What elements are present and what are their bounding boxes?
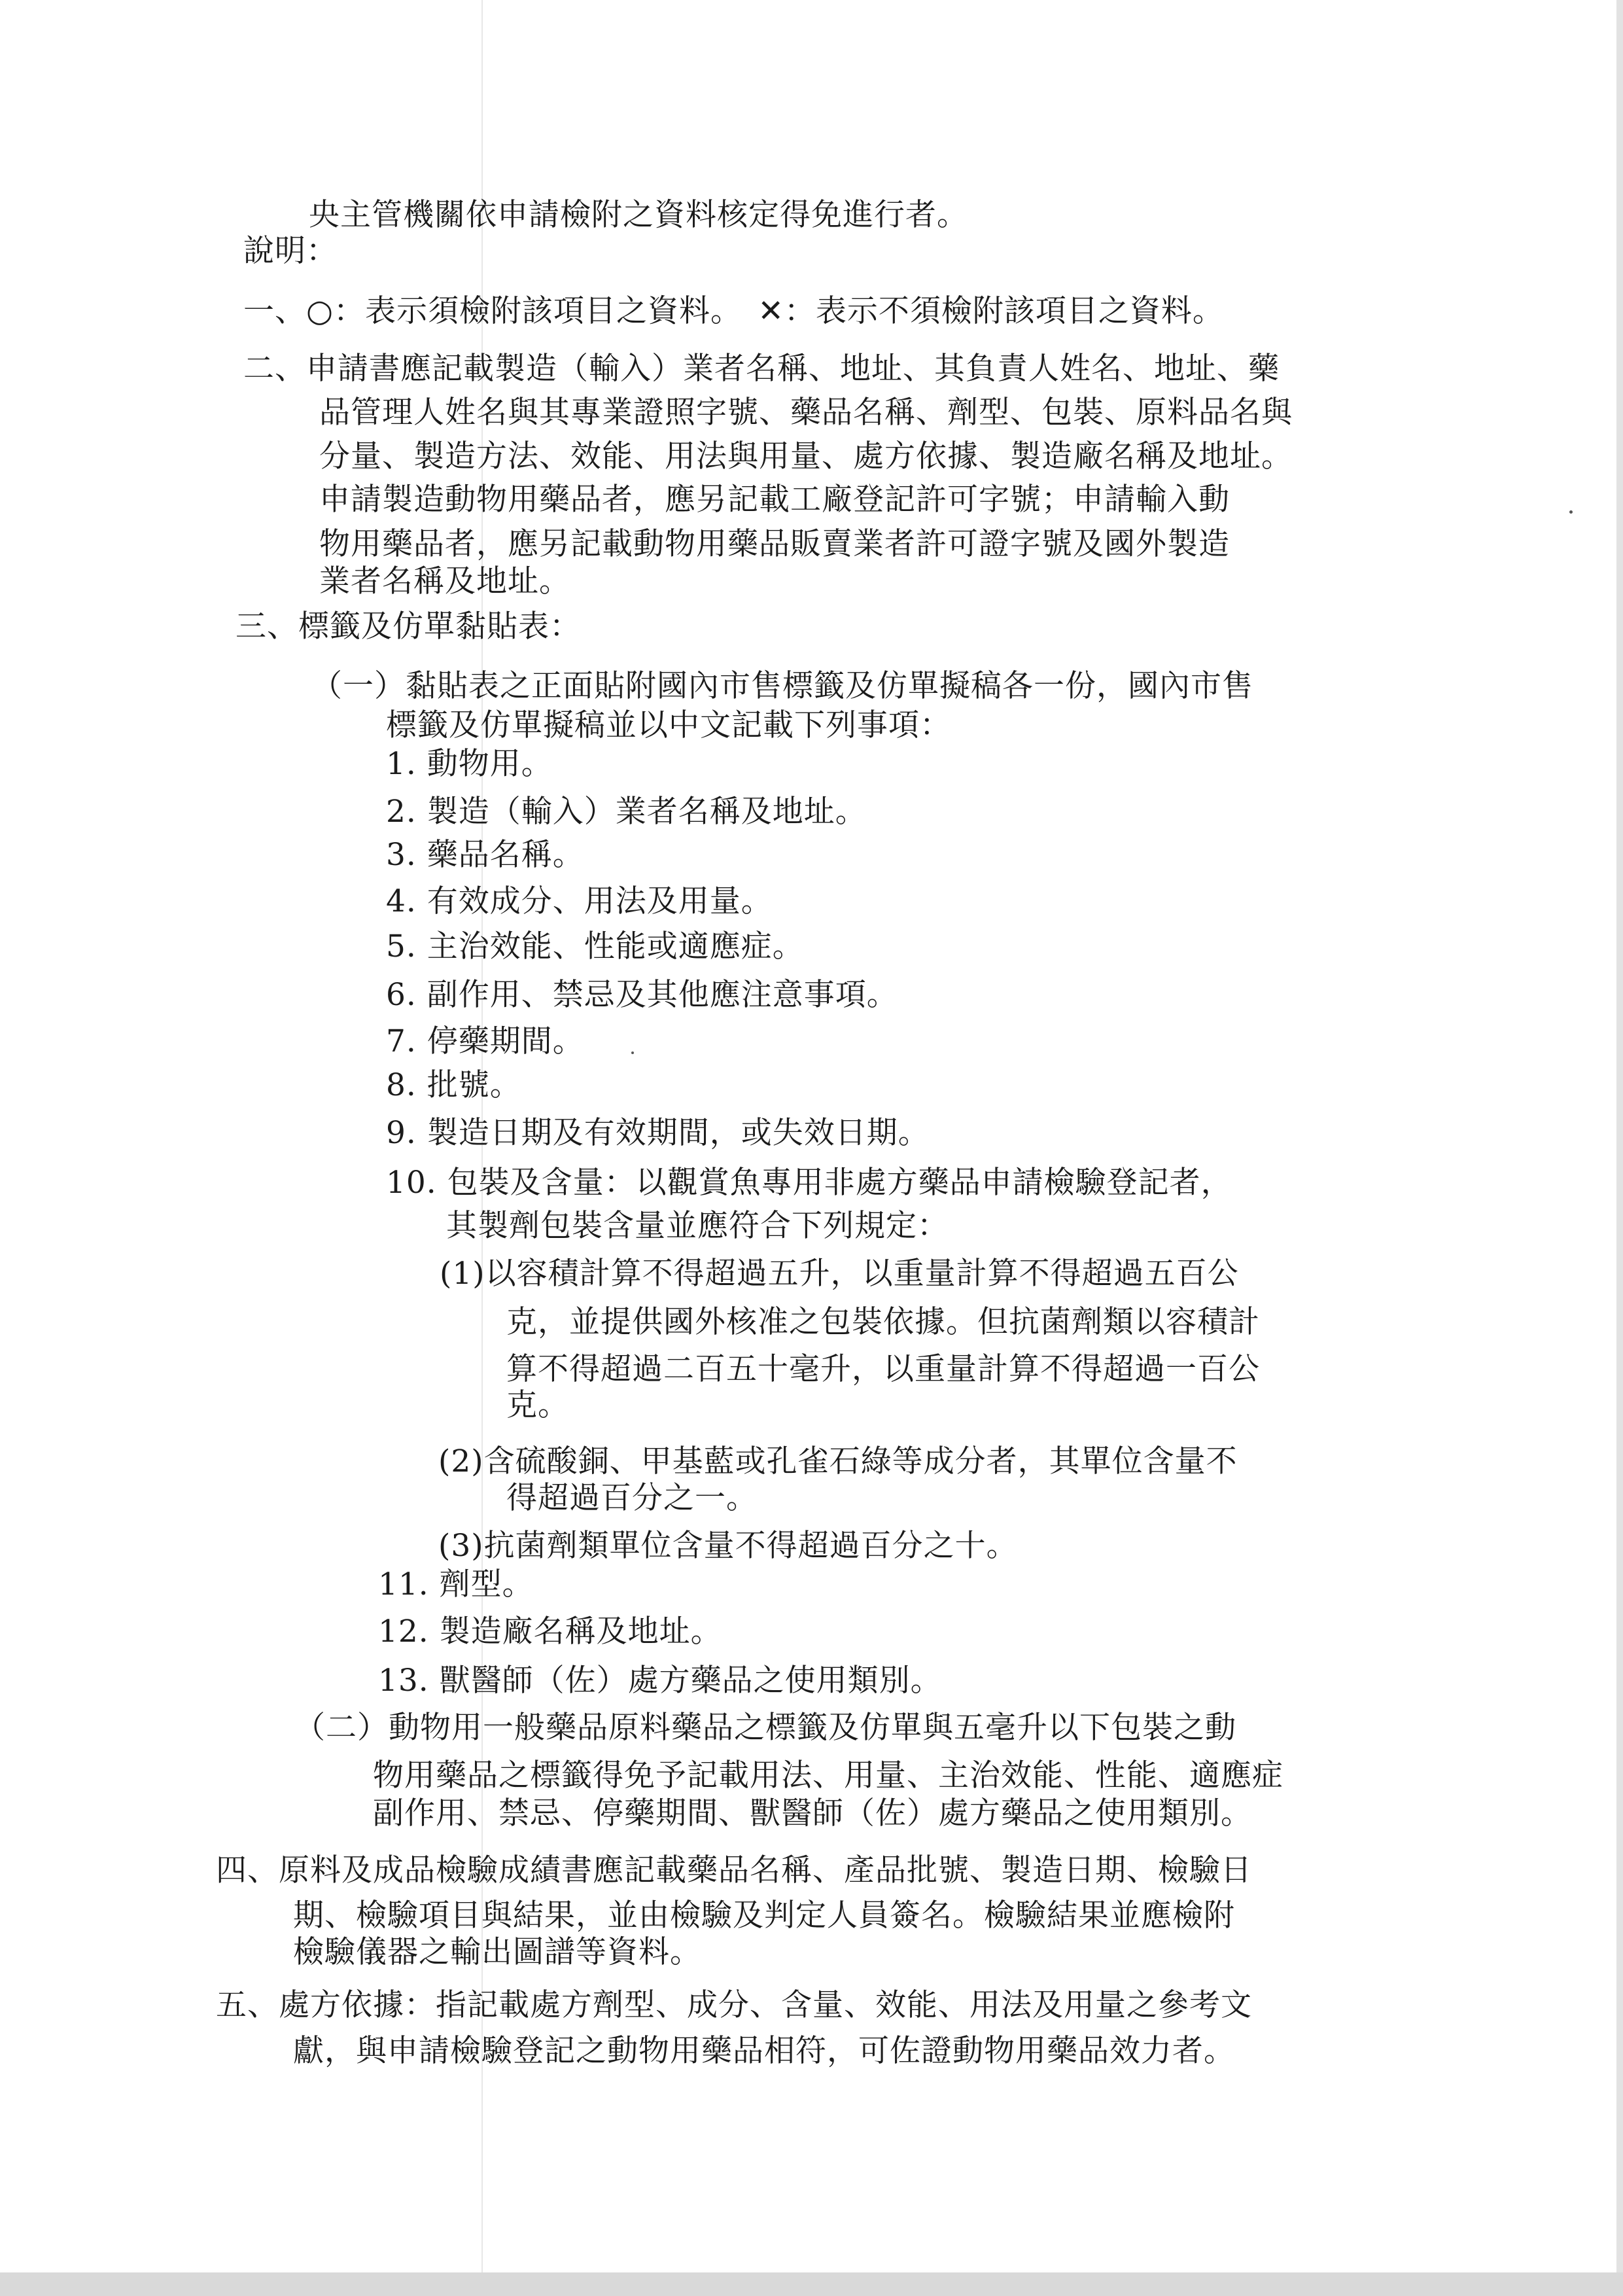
text-line: 央主管機關依申請檢附之資料核定得免進行者。 [309,197,968,233]
sub-rule-2: (2)含硫酸銅、甲基藍或孔雀石綠等成分者，其單位含量不 [438,1443,1238,1479]
item-3-sub-2-cont: 副作用、禁忌、停藥期間、獸醫師（佐）處方藥品之使用類別。 [373,1795,1252,1831]
item-2-cont: 業者名稱及地址。 [319,563,570,599]
scan-speck [1569,510,1573,514]
sub-rule-1-cont: 克。 [506,1387,569,1423]
item-3-sub-2: （二）動物用一般藥品原料藥品之標籤及仿單與五毫升以下包裝之動 [294,1710,1236,1746]
list-item: 10. 包裝及含量：以觀賞魚專用非處方藥品申請檢驗登記者， [386,1165,1232,1201]
sub-rule-2-cont: 得超過百分之一。 [506,1480,758,1516]
item-2-cont: 申請製造動物用藥品者，應另記載工廠登記許可字號；申請輸入動 [319,482,1230,518]
item-2: 二、申請書應記載製造（輸入）業者名稱、地址、其負責人姓名、地址、藥 [243,351,1280,387]
item-4-cont: 檢驗儀器之輸出圖譜等資料。 [293,1934,701,1970]
sub-rule-1: (1)以容積計算不得超過五升，以重量計算不得超過五百公 [440,1256,1239,1292]
sub-rule-1-cont: 克，並提供國外核准之包裝依據。但抗菌劑類以容積計 [506,1304,1260,1340]
list-item: 8. 批號。 [386,1067,521,1103]
list-item: 11. 劑型。 [378,1566,534,1602]
list-item: 12. 製造廠名稱及地址。 [378,1614,722,1650]
item-4-cont: 期、檢驗項目與結果，並由檢驗及判定人員簽名。檢驗結果並應檢附 [293,1898,1235,1934]
item-5-cont: 獻，與申請檢驗登記之動物用藥品相符，可佐證動物用藥品效力者。 [293,2033,1235,2069]
item-3: 三、標籤及仿單黏貼表： [236,609,581,645]
item-5: 五、處方依據：指記載處方劑型、成分、含量、效能、用法及用量之參考文 [216,1987,1252,2023]
list-item: 4. 有效成分、用法及用量。 [386,883,773,919]
list-item: 1. 動物用。 [386,746,553,782]
item-3-sub-1: （一）黏貼表之正面貼附國內市售標籤及仿單擬稿各一份，國內市售 [311,668,1253,704]
scan-edge-right [1616,0,1623,2296]
scan-speck [631,1051,634,1054]
item-4: 四、原料及成品檢驗成績書應記載藥品名稱、產品批號、製造日期、檢驗日 [216,1852,1252,1888]
sub-rule-1-cont: 算不得超過二百五十毫升，以重量計算不得超過一百公 [506,1351,1260,1387]
scan-edge-bottom [0,2272,1623,2296]
list-item: 6. 副作用、禁忌及其他應注意事項。 [386,977,898,1013]
item-3-sub-1-cont: 標籤及仿單擬稿並以中文記載下列事項： [386,707,951,743]
item-3-sub-2-cont: 物用藥品之標籤得免予記載用法、用量、主治效能、性能、適應症 [373,1757,1283,1793]
list-item: 5. 主治效能、性能或適應症。 [386,928,804,964]
item-2-cont: 分量、製造方法、效能、用法與用量、處方依據、製造廠名稱及地址。 [319,438,1293,474]
list-item: 3. 藥品名稱。 [386,837,584,873]
list-item: 7. 停藥期間。 [386,1023,584,1059]
section-label-explanation: 說明： [243,233,338,269]
item-2-cont: 物用藥品者，應另記載動物用藥品販賣業者許可證字號及國外製造 [319,526,1230,562]
item-2-cont: 品管理人姓名與其專業證照字號、藥品名稱、劑型、包裝、原料品名與 [319,395,1293,431]
list-item: 9. 製造日期及有效期間，或失效日期。 [386,1115,930,1151]
list-item: 2. 製造（輸入）業者名稱及地址。 [386,794,867,830]
list-item: 13. 獸醫師（佐）處方藥品之使用類別。 [378,1663,942,1699]
list-item-cont: 其製劑包裝含量並應符合下列規定： [446,1208,949,1244]
item-1: 一、○：表示須檢附該項目之資料。 ✕：表示不須檢附該項目之資料。 [243,293,1224,329]
sub-rule-3: (3)抗菌劑類單位含量不得超過百分之十。 [438,1528,1018,1564]
